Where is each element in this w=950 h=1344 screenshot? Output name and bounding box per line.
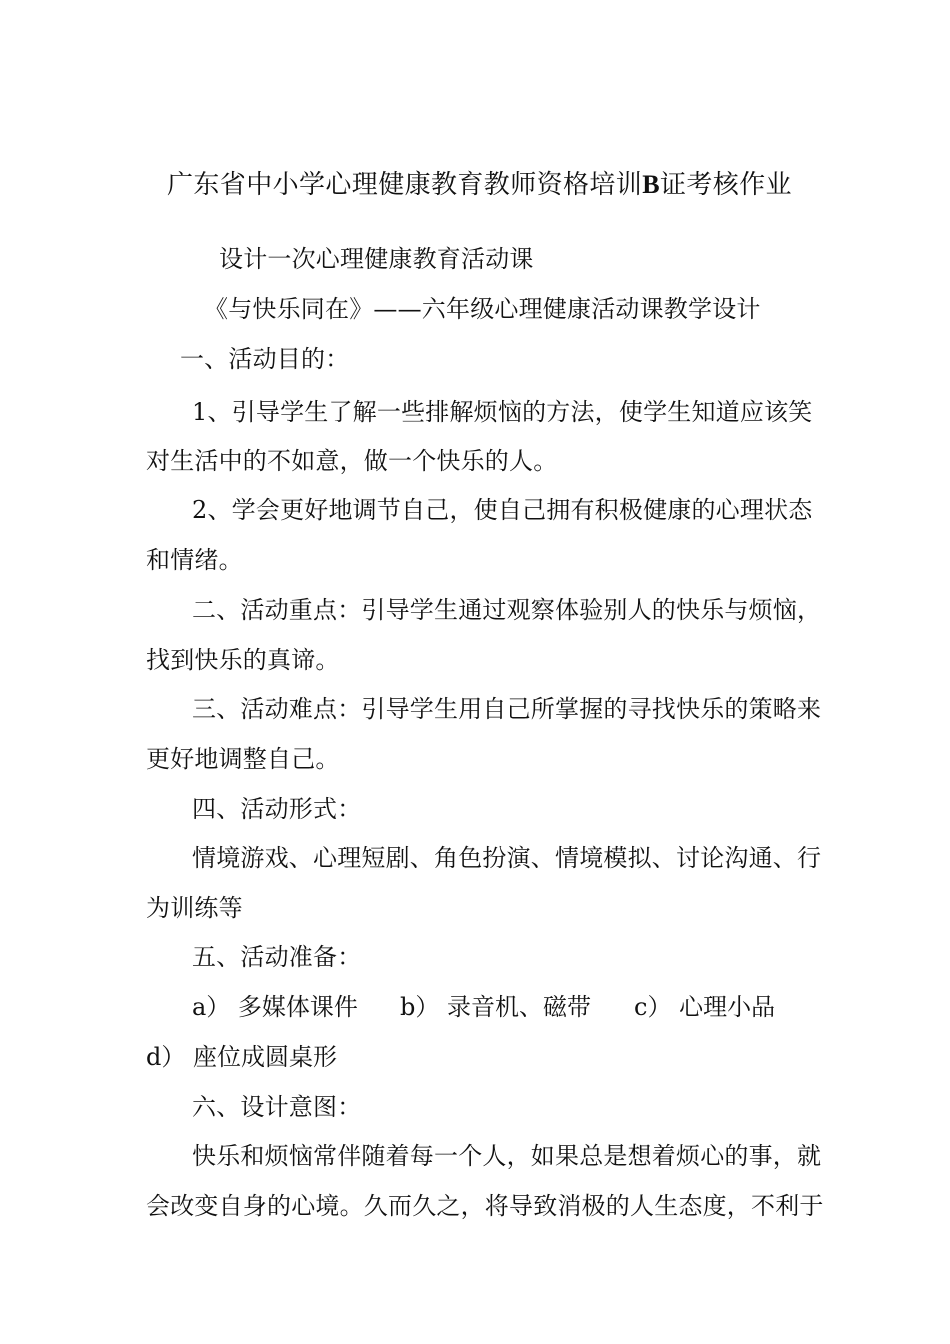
goal-heading: 一、活动目的： bbox=[180, 345, 350, 373]
title-text-1: 广东省中小学心理健康教育教师资格培训 bbox=[167, 170, 643, 200]
difficulty-line2: 更好地调整自己。 bbox=[146, 745, 340, 773]
form-line2: 为训练等 bbox=[146, 894, 243, 922]
prep-item-c: c） 心理小品 bbox=[634, 993, 776, 1021]
goal-1-line2: 对生活中的不如意，做一个快乐的人。 bbox=[146, 447, 558, 475]
form-line1: 情境游戏、心理短剧、角色扮演、情境模拟、讨论沟通、行 bbox=[192, 844, 822, 872]
subtitle: 设计一次心理健康教育活动课 bbox=[219, 245, 534, 273]
intent-line1: 快乐和烦恼常伴随着每一个人，如果总是想着烦心的事，就 bbox=[192, 1142, 822, 1170]
prep-item-a: a） 多媒体课件 bbox=[192, 993, 358, 1021]
document-title bbox=[167, 170, 792, 200]
intent-line2: 会改变自身的心境。久而久之，将导致消极的人生态度，不利于 bbox=[146, 1192, 824, 1220]
prep-item-b: b） 录音机、磁带 bbox=[400, 993, 591, 1021]
prep-heading: 五、活动准备： bbox=[192, 943, 362, 971]
form-heading: 四、活动形式： bbox=[192, 795, 362, 823]
difficulty-line1: 三、活动难点：引导学生用自己所掌握的寻找快乐的策略来 bbox=[192, 695, 822, 723]
title-text-2: 证考核作业 bbox=[659, 170, 792, 200]
goal-2-line1: 2、学会更好地调节自己，使自己拥有积极健康的心理状态 bbox=[192, 496, 813, 524]
goal-1-line1: 1、引导学生了解一些排解烦恼的方法，使学生知道应该笑 bbox=[192, 398, 813, 426]
focus-line2: 找到快乐的真谛。 bbox=[146, 646, 340, 674]
lesson-title: 《与快乐同在》——六年级心理健康活动课教学设计 bbox=[204, 295, 761, 323]
intent-heading: 六、设计意图： bbox=[192, 1093, 362, 1121]
focus-line1: 二、活动重点：引导学生通过观察体验别人的快乐与烦恼， bbox=[192, 596, 822, 624]
prep-item-d: d） 座位成圆桌形 bbox=[146, 1043, 337, 1071]
title-bold-letter: B bbox=[642, 170, 660, 199]
goal-2-line2: 和情绪。 bbox=[146, 546, 243, 574]
